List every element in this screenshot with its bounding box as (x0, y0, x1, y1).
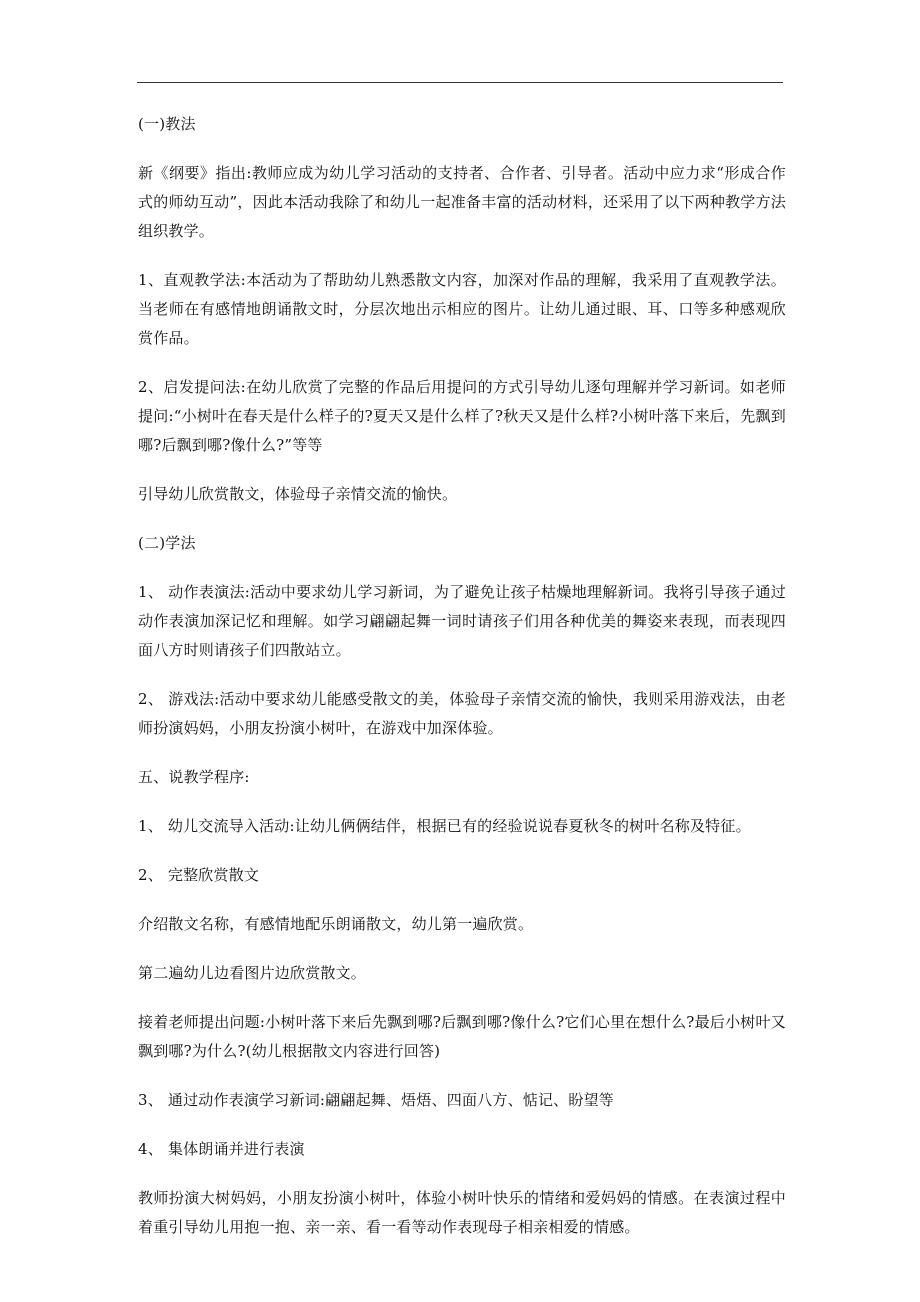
paragraph-introduce-prose: 介绍散文名称，有感情地配乐朗诵散文，幼儿第一遍欣赏。 (138, 915, 534, 933)
paragraph-appreciation-goal: 引导幼儿欣赏散文，体验母子亲情交流的愉快。 (138, 485, 458, 503)
paragraph-teacher-questions: 接着老师提出问题:小树叶落下来后先飘到哪?后飘到哪?像什么?它们心里在想什么?最后小树叶又飘到哪?为什么?(幼儿根据散文内容进行回答) (138, 1013, 786, 1060)
document-body (138, 110, 786, 1262)
header-rule (137, 82, 783, 83)
paragraph-guidelines: 新《纲要》指出:教师应成为幼儿学习活动的支持者、合作者、引导者。活动中应力求“形成合作式的师幼互动”，因此本活动我除了和幼儿一起准备丰富的活动材料，还采用了以下两种教学方法组织教学。 (138, 164, 786, 240)
paragraph-role-play: 教师扮演大树妈妈，小朋友扮演小树叶，体验小树叶快乐的情绪和爱妈妈的情感。在表演过程中着重引导幼儿用抱一抱、亲一亲、看一看等动作表现母子相亲相爱的情感。 (138, 1189, 786, 1236)
paragraph-intuitive-method: 1、直观教学法:本活动为了帮助幼儿熟悉散文内容，加深对作品的理解，我采用了直观教学法。当老师在有感情地朗诵散文时，分层次地出示相应的图片。让幼儿通过眼、耳、口等多种感观欣赏作品。 (138, 271, 786, 347)
section-heading-teaching-method: (一)教法 (138, 115, 196, 133)
paragraph-step-4: 4、 集体朗诵并进行表演 (138, 1140, 305, 1158)
paragraph-game-method: 2、 游戏法:活动中要求幼儿能感受散文的美，体验母子亲情交流的愉快，我则采用游戏法，由老师扮演妈妈，小朋友扮演小树叶，在游戏中加深体验。 (138, 690, 786, 737)
paragraph-second-reading: 第二遍幼儿边看图片边欣赏散文。 (138, 964, 367, 982)
paragraph-action-performance: 1、 动作表演法:活动中要求幼儿学习新词，为了避免让孩子枯燥地理解新词。我将引导孩子通过动作表演加深记忆和理解。如学习翩翩起舞一词时请孩子们用各种优美的舞姿来表现，而表现四面八方时则请孩子们四散站立。 (138, 583, 786, 659)
paragraph-step-1: 1、 幼儿交流导入活动:让幼儿俩俩结伴，根据已有的经验说说春夏秋冬的树叶名称及特征。 (138, 817, 751, 835)
section-heading-learning-method: (二)学法 (138, 534, 196, 552)
paragraph-step-2: 2、 完整欣赏散文 (138, 866, 260, 884)
section-heading-procedure: 五、说教学程序: (138, 768, 250, 786)
paragraph-questioning-method: 2、启发提问法:在幼儿欣赏了完整的作品后用提问的方式引导幼儿逐句理解并学习新词。如老师提问:“小树叶在春天是什么样子的?夏天又是什么样了?秋天又是什么样?小树叶落下来后，先飘到哪?后飘到哪?像什么?”等等 (138, 378, 786, 454)
paragraph-step-3: 3、 通过动作表演学习新词:翩翩起舞、焐焐、四面八方、惦记、盼望等 (138, 1091, 614, 1109)
